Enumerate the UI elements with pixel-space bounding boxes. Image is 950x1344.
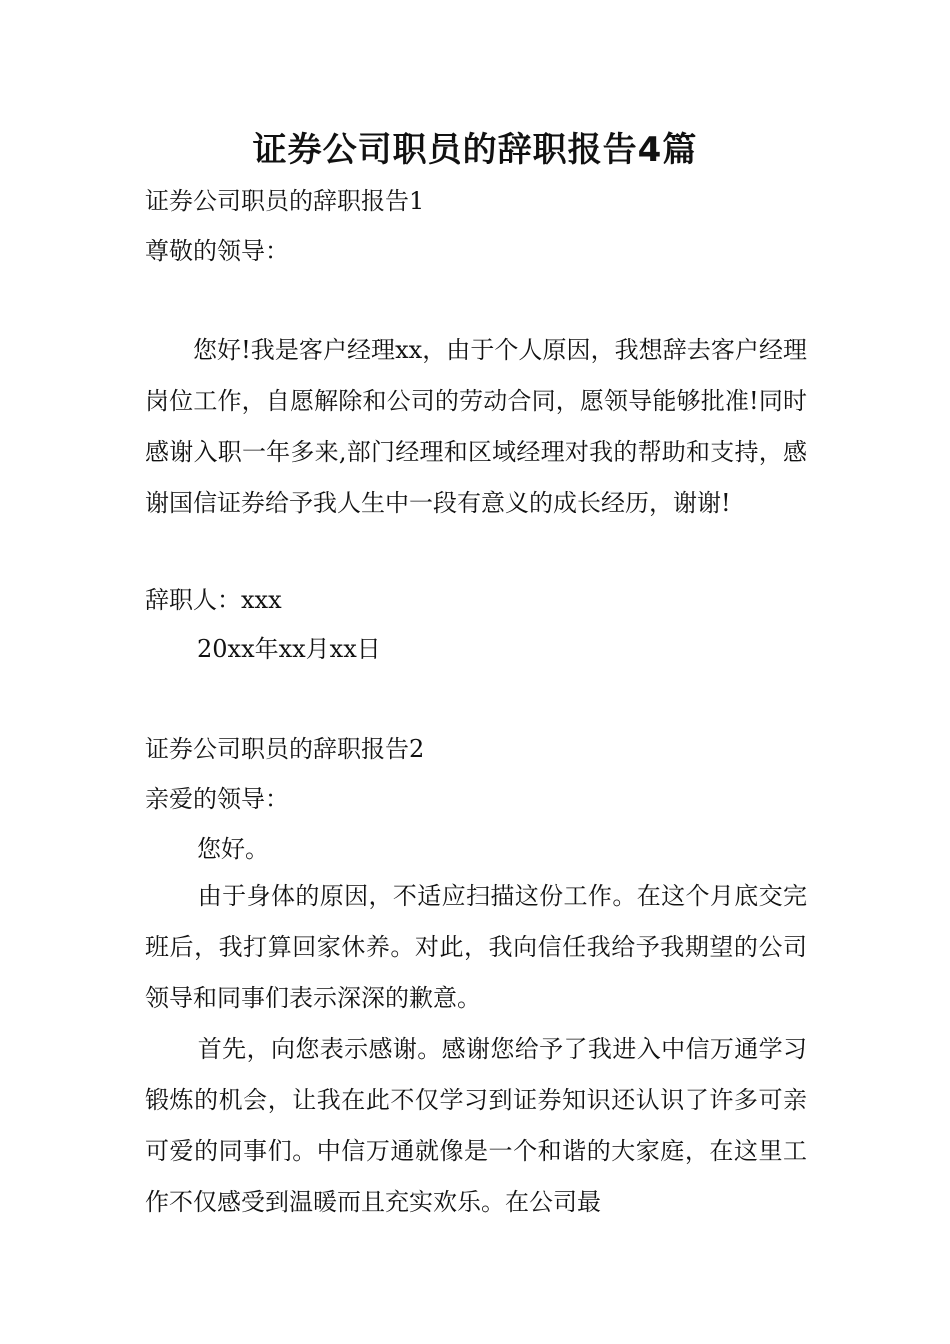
document-title: 证券公司职员的辞职报告4篇 xyxy=(252,130,698,170)
letter2-salutation: 亲爱的领导： xyxy=(145,785,289,813)
letter1-date: 20xx年xx月xx日 xyxy=(197,635,381,663)
letter2-paragraph-2: 首先，向您表示感谢。感谢您给予了我进入中信万通学习锻炼的机会，让我在此不仅学习到证券知识还认识了许多可亲可爱的同事们。中信万通就像是一个和谐的大家庭，在这里工作不仅感受到温暖而且充实欢乐。在公司最 xyxy=(145,1035,807,1216)
letter2-paragraph-1: 由于身体的原因，不适应扫描这份工作。在这个月底交完班后，我打算回家休养。对此，我向信任我给予我期望的公司领导和同事们表示深深的歉意。 xyxy=(145,882,807,1012)
letter1-body: 您好!我是客户经理xx，由于个人原因，我想辞去客户经理岗位工作，自愿解除和公司的劳动合同，愿领导能够批准!同时感谢入职一年多来,部门经理和区域经理对我的帮助和支持，感谢国信证券给予我人生中一段有意义的成长经历，谢谢! xyxy=(145,336,807,517)
letter1-signer: 辞职人：xxx xyxy=(145,586,282,614)
letter1-heading: 证券公司职员的辞职报告1 xyxy=(145,187,425,215)
letter2-heading: 证券公司职员的辞职报告2 xyxy=(145,735,425,763)
letter1-salutation: 尊敬的领导： xyxy=(145,237,289,265)
letter2-greeting: 您好。 xyxy=(197,835,269,863)
